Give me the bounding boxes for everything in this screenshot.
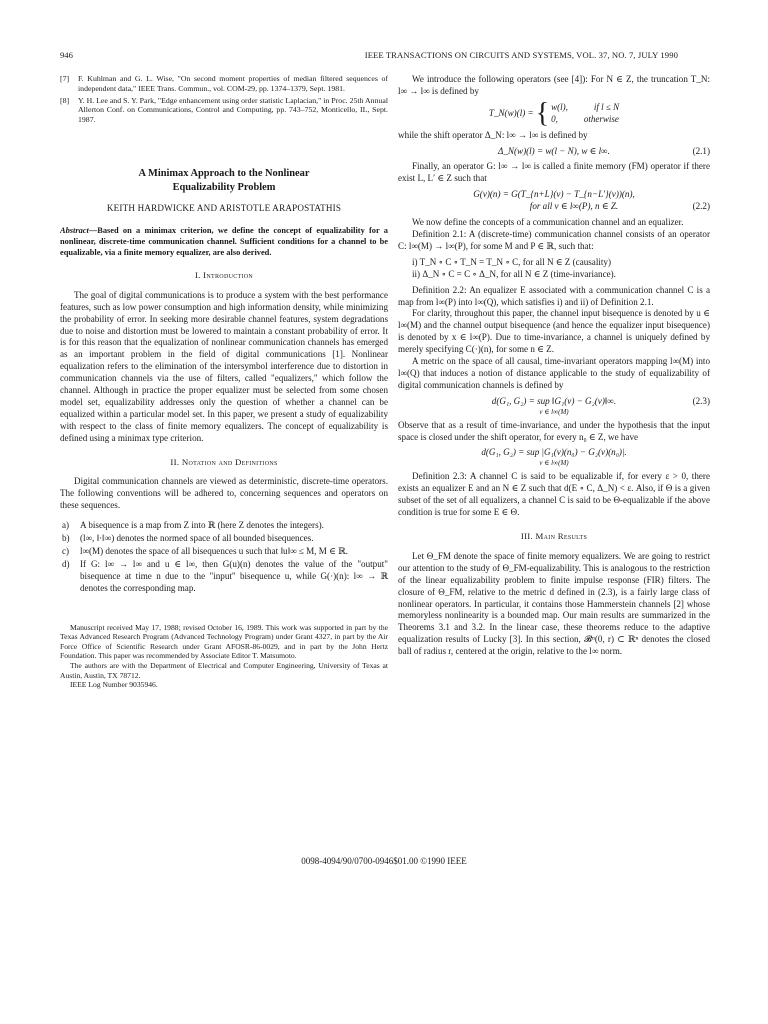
list-text: If G: l∞ → l∞ and u ∈ l∞, then G(u)(n) denotes the value of the "output" bisequence at time n due to the "input" bisequence u, while G(·)(n): l∞ → ℝ denotes the corresponding map.	[80, 558, 388, 593]
right-column	[398, 74, 710, 658]
footnote-affiliation: The authors are with the Department of Electrical and Computer Engineering, University of Texas at Austin, Austin, TX 78712.	[60, 661, 388, 680]
equation-truncation	[398, 97, 710, 129]
definition-2-2: Definition 2.2: An equalizer E associated with a communication channel C is a map from l∞(P) into l∞(Q), which satisfies i) and ii) of Definition 2.1.	[398, 284, 710, 307]
reference-list	[60, 74, 388, 125]
section-heading-main-results: III. Main Results	[520, 531, 588, 541]
reference-label: [8]	[60, 95, 70, 105]
reference-text: F. Kuhlman and G. L. Wise, "On second moment properties of median filtered sequences of independent data," IEEE Trans. Commun., vol. COM-29, pp. 1374–1379, Sept. 1981.	[78, 74, 388, 93]
equation-subscript: v ∈ l∞(M)	[539, 407, 569, 416]
equation-body: Δ_N(w)(l) = w(l − N), w ∈ l∞.	[498, 145, 610, 156]
case-row	[551, 102, 619, 114]
truncation-lhs: T_N(w)(l) =	[488, 107, 534, 118]
paragraph-clarity: For clarity, throughout this paper, the channel input bisequence is denoted by u ∈ l∞(M) and the channel output bisequence (and hence the equalizer input bisequence) is denoted by x ∈ l∞(P). Due to time-invariance, a channel is uniquely defined by merely specifying C(·)(n), for some n ∈ Z.	[398, 308, 710, 355]
title-line: A Minimax Approach to the Nonlinear	[138, 167, 310, 179]
case-condition: otherwise	[583, 113, 619, 124]
abstract	[60, 225, 388, 258]
paper-authors: KEITH HARDWICKE AND ARISTOTLE ARAPOSTATHIS	[106, 202, 342, 213]
footnote-manuscript: Manuscript received May 17, 1988; revised October 16, 1989. This work was supported in part by the Texas Advanced Research Program (Advanced Technology Program) under Grant 4327, in part by the Air Force Office of Scientific Research under Grant AFOSR-86-0029, and in part by the John Hertz Foundation. This paper was recommended by Associate Editor T. Matsumoto.	[60, 622, 388, 661]
list-label: b)	[62, 533, 70, 544]
notation-list	[60, 520, 388, 594]
intro-paragraph: The goal of digital communications is to produce a system with the best performance features, such as low power consumption and high information density, while minimizing the probability of error. In seeking more desirable channel features, system degradations due to noise and distortion must be lowered to maintain a constant probability of error. It is for this reason that the equalization of nonlinear communication channels has emerged as an important problem in the field of digital communications [1]. Nonlinear equalization refers to the elimination of the intersymbol interference due to distortion in communication channels via the use of filters, called "equalizers," which follow the channel. Although in practice the proper equalizer must be selected from some chosen model set, equalizability addresses only the question of whether a channel can be equalized within a particular model set. In this paper, we present a study of equalizability with respect to the class of finite memory equalizers. The concept of equalizability is defined using a minimax type criterion.	[60, 289, 388, 443]
section-heading-introduction: I. Introduction	[194, 269, 254, 280]
paragraph-operators: We introduce the following operators (see [4]): For N ∈ Z, the truncation T_N: l∞ → l∞ is defined by	[398, 74, 710, 96]
title-line: Equalizability Problem	[172, 181, 276, 193]
paragraph-metric: A metric on the space of all causal, time-invariant operators mapping l∞(M) into l∞(Q) that induces a notion of distance applicable to the study of equalizability of digital communication channels is defined by	[398, 356, 710, 390]
list-label: d)	[62, 558, 70, 569]
paper-title	[60, 167, 388, 195]
copyright-footer: 0098-4094/90/0700-0946$01.00 ©1990 IEEE	[301, 856, 467, 866]
list-item	[60, 533, 388, 545]
abstract-text: —Based on a minimax criterion, we define the concept of equalizability for a nonlinear, discrete-time communication channel. Sufficient conditions for a channel to be equalizable, via a finite memory equalizer, are also derived.	[60, 225, 388, 257]
equation-body: d(G₁, G₂) = sup ‖G₁(v) − G₂(v)‖∞.	[491, 395, 617, 406]
reference-text: Y. H. Lee and S. Y. Park, "Edge enhancement using order statistic Laplacian," in Proc. 25th Annual Allerton Conf. on Communications, Control and Computing, pp. 743–752, Monticello, IL, Sept. 1987.	[78, 95, 388, 125]
left-column	[60, 74, 388, 690]
abstract-label: Abstract	[60, 225, 89, 235]
list-text: l∞(M) denotes the space of all bisequences u such that ‖u‖∞ ≤ M, M ∈ ℝ.	[80, 546, 348, 557]
notation-paragraph: Digital communication channels are viewed as deterministic, discrete-time operators. The following conventions will be adhered to, concerning sequences and operators on these sequences.	[60, 476, 388, 511]
definition-2-1: Definition 2.1: A (discrete-time) communication channel consists of an operator C: l∞(M) → l∞(P), for some M and P ∈ ℝ, such that:	[398, 228, 710, 251]
equation-2-2	[398, 189, 710, 213]
case-value: 0,	[551, 113, 558, 124]
list-item	[60, 559, 388, 595]
condition-causality: i) T_N ∘ C ∘ T_N = T_N ∘ C, for all N ∈ Z (causality)	[412, 256, 612, 267]
definition-2-3: Definition 2.3: A channel C is said to be equalizable if, for every ε > 0, there exists an equalizer E and an N ∈ Z such that d(E ∘ C, Δ_N) < ε. Also, if Θ is a given subset of the set of all equalizers, a channel C is said to be Θ-equalizable if the above condition is true for some E ∈ Θ.	[398, 471, 710, 518]
list-label: c)	[62, 546, 70, 557]
paragraph-define-concepts: We now define the concepts of a communication channel and an equalizer.	[412, 217, 684, 228]
equation-subscript: v ∈ l∞(M)	[539, 459, 569, 468]
equation-number: (2.2)	[692, 201, 710, 212]
page-number: 946	[60, 50, 73, 60]
reference-item	[60, 96, 388, 125]
section-heading-notation: II. Notation and Definitions	[170, 456, 278, 467]
equation-metric-pointwise	[398, 447, 710, 467]
reference-label: [7]	[60, 74, 70, 83]
footnote-log-number: IEEE Log Number 9035946.	[70, 680, 158, 690]
list-item	[60, 520, 388, 532]
equation-2-1	[398, 146, 710, 158]
truncation-cases	[551, 102, 619, 126]
list-text: A bisequence is a map from Z into ℝ (here Z denotes the integers).	[80, 520, 324, 531]
definition-2-1-conditions	[412, 257, 710, 281]
equation-number: (2.1)	[692, 145, 710, 156]
equation-body: G(v)(n) = G(T_{n+L}(v) − T_{n−L′}(v))(n),	[473, 189, 635, 200]
list-text: (l∞, ‖·‖∞) denotes the normed space of all bounded bisequences.	[80, 533, 314, 544]
paragraph-finite-memory: Finally, an operator G: l∞ → l∞ is called a finite memory (FM) operator if there exist L, L′ ∈ Z such that	[398, 161, 710, 184]
paragraph-shift: while the shift operator Δ_N: l∞ → l∞ is defined by	[398, 129, 588, 140]
list-item	[60, 546, 388, 558]
equation-2-3	[398, 396, 710, 416]
equation-number: (2.3)	[692, 395, 710, 406]
paragraph-observe: Observe that as a result of time-invariance, and under the hypothesis that the input space is closed under the shift operator, for every n₀ ∈ Z, we have	[398, 419, 710, 442]
equation-condition: for all v ∈ l∞(P), n ∈ Z.	[529, 201, 619, 212]
brace-glyph: {	[535, 97, 550, 129]
footnote	[60, 623, 388, 690]
equation-body: d(G₁, G₂) = sup |G₁(v)(n₀) − G₂(v)(n₀)|.	[481, 447, 627, 458]
condition-time-invariance: ii) Δ_N ∘ C = C ∘ Δ_N, for all N ∈ Z (time-invariance).	[412, 268, 616, 279]
reference-item	[60, 74, 388, 94]
running-header: IEEE TRANSACTIONS ON CIRCUITS AND SYSTEMS, VOL. 37, NO. 7, JULY 1990	[364, 50, 678, 60]
case-row	[551, 114, 619, 126]
list-label: a)	[62, 520, 70, 531]
case-value: w(l),	[551, 101, 568, 112]
case-condition: if l ≤ N	[593, 101, 620, 112]
paragraph-main-results: Let Θ_FM denote the space of finite memory equalizers. We are going to restrict our attention to the study of Θ_FM-equalizability. This is analogous to the restriction of the linear equalizability problem to finite impulse response (FIR) filters. The closure of Θ_FM, relative to the metric d defined in (2.3), is a fairly large class of nonlinear operators. In particular, it contains those Hammerstein channels [2] whose memoryless nonlinearity is a bounded map. Our main results are summarized in the Theorems 3.1 and 3.2. In the linear case, these theorems reduce to the adaptive equalization results of Lucky [3]. In this section, 𝓑ⁿ(0, r) ⊂ ℝⁿ denotes the closed ball of radius r, centered at the origin, relative to the l∞ norm.	[398, 550, 710, 657]
